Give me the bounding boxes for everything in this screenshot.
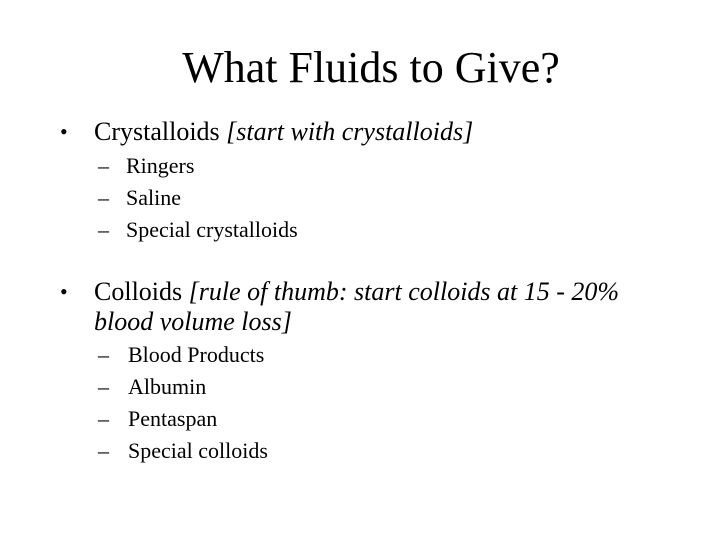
bullet-text (94, 277, 676, 337)
slide-title: What Fluids to Give? (182, 43, 560, 92)
list-item-text: Saline (126, 185, 181, 210)
dash-marker: – (98, 217, 109, 242)
list-item (98, 371, 658, 403)
list-item-text: Pentaspan (128, 406, 218, 431)
list-item (98, 150, 658, 182)
bullet-crystalloids (56, 117, 676, 147)
dash-marker: – (98, 342, 109, 367)
bullet-marker: • (60, 119, 68, 144)
list-item (98, 435, 658, 467)
list-item-text: Blood Products (128, 342, 265, 367)
dash-marker: – (98, 374, 109, 399)
list-item-text: Albumin (128, 374, 207, 399)
list-item-text: Ringers (126, 153, 195, 178)
dash-marker: – (98, 438, 109, 463)
bullet-note: [start with crystalloids] (226, 117, 474, 146)
bullet-colloids (56, 277, 676, 337)
dash-marker: – (98, 185, 109, 210)
colloids-sublist (98, 339, 658, 467)
dash-marker: – (98, 153, 109, 178)
list-item (98, 182, 658, 214)
list-item (98, 214, 658, 246)
bullet-label: Crystalloids (94, 117, 227, 146)
list-item-text: Special colloids (128, 438, 268, 463)
list-item-text: Special crystalloids (126, 217, 298, 242)
dash-marker: – (98, 406, 109, 431)
bullet-text (94, 117, 676, 147)
bullet-label: Colloids (94, 277, 189, 306)
list-item (98, 403, 658, 435)
list-item (98, 339, 658, 371)
bullet-marker: • (60, 279, 68, 304)
bullet-note: [rule of thumb: start colloids at 15 - 20% blood volume loss] (94, 277, 620, 336)
crystalloids-sublist (98, 150, 658, 246)
